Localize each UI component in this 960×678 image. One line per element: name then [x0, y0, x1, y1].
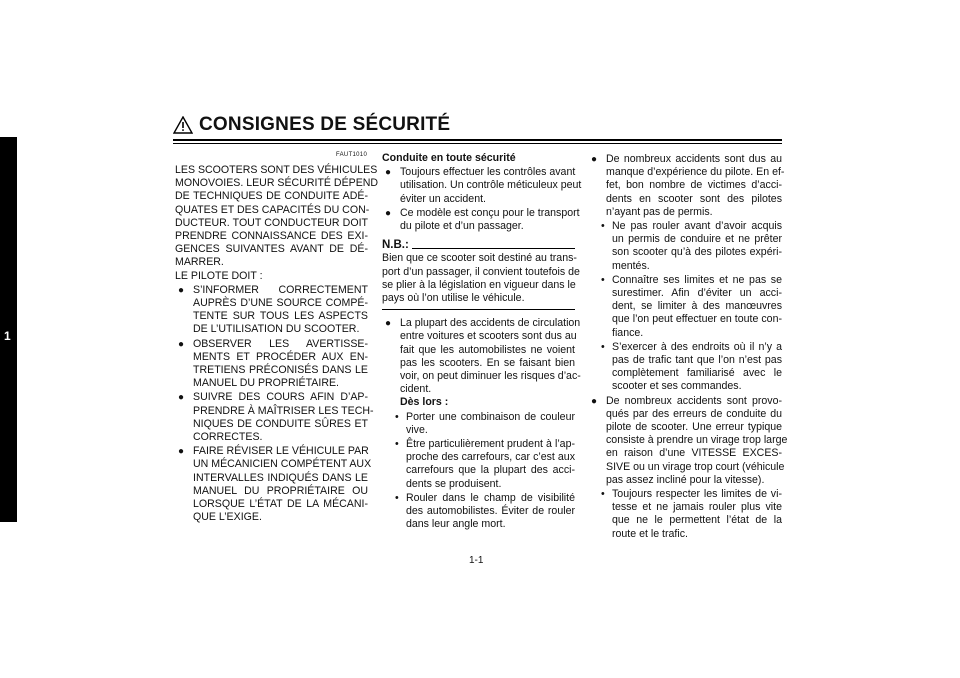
text-line: Toujours respecter les limites de vi-	[612, 488, 782, 501]
intro-line: DE TECHNIQUES DE CONDUITE ADÉ-	[175, 190, 368, 203]
text-line: MANUEL DU PROPRIÉTAIRE OU	[193, 484, 368, 497]
text-line: en raison d’une VITESSE EXCES-	[606, 447, 782, 460]
text-line: La plupart des accidents de circulation	[400, 317, 581, 330]
text-line: du pilote et d’un passager.	[400, 220, 524, 233]
text-line: OBSERVER LES AVERTISSE-	[193, 337, 368, 350]
subsection-heading: Conduite en toute sécurité	[382, 152, 516, 164]
sub-list-item	[588, 274, 782, 340]
nb-text-line: se plier à la législation en vigueur dans le	[382, 278, 576, 291]
text-line: Rouler dans le champ de visibilité	[406, 491, 575, 504]
nb-end-rule	[382, 309, 575, 310]
text-line: pas les scooters. En se faisant bien	[400, 356, 575, 369]
page-title: CONSIGNES DE SÉCURITÉ	[199, 114, 451, 135]
text-line: scooter et ses commandes.	[612, 380, 742, 393]
list-item	[175, 391, 374, 444]
text-line: pas assez incliné pour la vitesse).	[606, 473, 765, 486]
dot-bullet-icon: •	[395, 491, 399, 504]
text-line: Porter une combinaison de couleur	[406, 410, 575, 423]
text-line: UN MÉCANICIEN COMPÉTENT AUX	[193, 458, 372, 471]
text-line: dents en scooter sont des pilotes	[606, 192, 782, 205]
header-rule-thin	[173, 143, 782, 144]
text-line: proche des carrefours, car c’est aux	[406, 451, 575, 464]
text-line: LORSQUE L’ÉTAT DE LA MÉCANI-	[193, 498, 368, 511]
nb-text-line: pays où l’on utilise le véhicule.	[382, 292, 525, 305]
text-line: voir, on peut diminuer les risques d’ac-	[400, 370, 581, 383]
text-line: carrefours que la plupart des acci-	[406, 464, 575, 477]
text-line: De nombreux accidents sont dus au	[606, 153, 782, 165]
bullet-icon: ●	[385, 167, 392, 179]
text-line: Connaître ses limites et ne pas se	[612, 273, 782, 286]
text-line: que l’on peut effectuer en toute con-	[612, 313, 782, 326]
intro-line: DUCTEUR. TOUT CONDUCTEUR DOIT	[175, 216, 368, 229]
list-item	[382, 206, 580, 233]
bullet-icon: ●	[591, 395, 598, 407]
dot-bullet-icon: •	[601, 488, 605, 501]
text-line: dans leur angle mort.	[406, 518, 506, 531]
nb-rule	[412, 248, 575, 249]
text-line: cident.	[400, 383, 432, 396]
text-line: AUPRÈS D’UNE SOURCE COMPÉ-	[193, 297, 368, 310]
list-item	[588, 394, 788, 487]
sub-list-item	[588, 488, 782, 541]
bullet-icon: ●	[178, 284, 185, 296]
intro-line: MONOVOIES. LEUR SÉCURITÉ DÉPEND	[175, 177, 379, 190]
text-line: NIQUES DE CONDUITE SÛRES ET	[193, 417, 368, 430]
text-line: De nombreux accidents sont provo-	[606, 394, 782, 407]
text-line: entre voitures et scooters sont dus au	[400, 330, 577, 343]
text-line: DE L’UTILISATION DU SCOOTER.	[193, 323, 360, 336]
text-line: TENTE SUR TOUS LES ASPECTS	[193, 310, 368, 323]
text-line: S’INFORMER CORRECTEMENT	[193, 283, 368, 296]
bullet-icon: ●	[385, 318, 392, 330]
bullet-icon: ●	[178, 338, 185, 350]
text-line: complètement familiarisé avec le	[612, 367, 782, 380]
text-line: des automobilistes. Éviter de rouler	[406, 505, 575, 518]
bullet-icon: ●	[178, 446, 185, 458]
header-rule	[173, 139, 782, 141]
list-item	[382, 317, 581, 396]
sub-list-item	[382, 411, 575, 437]
text-line: que ne le permettent l’état de la	[612, 514, 782, 527]
text-line: SIVE ou un virage trop court (véhicule	[606, 460, 785, 473]
text-line: Être particulièrement prudent à l’ap-	[406, 438, 575, 451]
text-line: Ce modèle est conçu pour le transport	[400, 206, 580, 219]
dot-bullet-icon: •	[395, 410, 399, 423]
warning-triangle-icon	[173, 116, 193, 134]
nb-heading	[382, 239, 575, 252]
nb-label: N.B.:	[382, 239, 409, 252]
text-line: vive.	[406, 423, 428, 436]
section-header	[173, 114, 450, 136]
bullet-icon: ●	[385, 207, 392, 219]
sub-list-item	[382, 492, 575, 532]
text-line: dent, se limiter à des manœuvres	[612, 300, 782, 313]
column-2	[382, 152, 582, 531]
column-3	[588, 152, 788, 541]
intro-line: QUATES ET DES CAPACITÉS DU CON-	[175, 203, 370, 216]
text-line: dents se produisent.	[406, 477, 502, 490]
list-item	[175, 338, 368, 391]
text-line: PRENDRE À MAÎTRISER LES TECH-	[193, 404, 374, 417]
chapter-tab	[0, 137, 17, 522]
text-line: manque d’expérience du pilote. En ef-	[606, 166, 785, 179]
text-line: Toujours effectuer les contrôles avant	[400, 166, 576, 179]
dot-bullet-icon: •	[601, 220, 605, 233]
text-line: CORRECTES.	[193, 431, 263, 444]
text-line: S’exercer à des endroits où il n’y a	[612, 340, 782, 353]
sub-list-item	[588, 220, 782, 273]
text-line: Ne pas rouler avant d’avoir acquis	[612, 220, 782, 233]
text-line: surestimer. Afin d’éviter un acci-	[612, 287, 782, 300]
text-line: SUIVRE DES COURS AFIN D’AP-	[193, 391, 368, 404]
list-item	[588, 153, 785, 219]
text-line: qués par des erreurs de conduite du	[606, 407, 782, 420]
reference-code: FAUT1010	[336, 152, 368, 158]
dot-bullet-icon: •	[395, 438, 399, 451]
bullet-icon: ●	[178, 392, 185, 404]
text-line: MANUEL DU PROPRIÉTAIRE.	[193, 377, 339, 390]
text-line: TRETIENS PRÉCONISÉS DANS LE	[193, 364, 368, 377]
text-line: fet, bon nombre de victimes d’acci-	[606, 179, 782, 192]
text-line: fiance.	[612, 326, 644, 339]
text-line: MENTS ET PROCÉDER AUX EN-	[193, 350, 368, 363]
text-line: n’ayant pas de permis.	[606, 205, 713, 218]
sub-list-item	[588, 341, 782, 394]
sub-list-item	[382, 438, 575, 491]
text-line: INTERVALLES INDIQUÉS DANS LE	[193, 471, 368, 484]
text-line: tesse et ne jamais rouler plus vite	[612, 501, 782, 514]
list-item	[175, 445, 372, 524]
intro-line: LES SCOOTERS SONT DES VÉHICULES	[175, 164, 378, 176]
chapter-number: 1	[4, 329, 11, 343]
text-line: éviter un accident.	[400, 192, 486, 205]
text-line: route et le trafic.	[612, 527, 688, 540]
text-line: mentés.	[612, 259, 650, 272]
list-item	[175, 284, 368, 337]
dot-bullet-icon: •	[601, 340, 605, 353]
nb-text-line: Bien que ce scooter soit destiné au trans-	[382, 252, 577, 265]
text-line: pas de trafic tant que l’on n’est pas	[612, 354, 782, 367]
list-item	[382, 166, 582, 206]
pilot-heading: LE PILOTE DOIT :	[175, 269, 263, 282]
intro-line: MARRER.	[175, 256, 224, 269]
intro-line: GENCES SUIVANTES AVANT DE DÉ-	[175, 243, 368, 256]
text-line: consiste à prendre un virage trop large	[606, 434, 788, 447]
column-1	[175, 164, 379, 524]
des-lors-label: Dès lors :	[400, 396, 449, 409]
text-line: son scooter qu’à des pilotes expéri-	[612, 246, 782, 259]
bullet-icon: ●	[591, 154, 598, 165]
text-line: fait que les automobilistes ne voient	[400, 343, 575, 356]
text-line: FAIRE RÉVISER LE VÉHICULE PAR	[193, 445, 369, 458]
intro-line: PRENDRE CONNAISSANCE DES EXI-	[175, 230, 368, 243]
text-line: utilisation. Un contrôle méticuleux peut	[400, 179, 582, 192]
text-line: QUE L’EXIGE.	[193, 511, 262, 524]
page-number: 1-1	[469, 555, 484, 566]
text-line: un permis de conduire et ne prêter	[612, 233, 782, 246]
dot-bullet-icon: •	[601, 273, 605, 286]
nb-text-line: port d’un passager, il convient toutefois de	[382, 265, 580, 278]
text-line: pilote de scooter. Une erreur typique	[606, 421, 782, 434]
